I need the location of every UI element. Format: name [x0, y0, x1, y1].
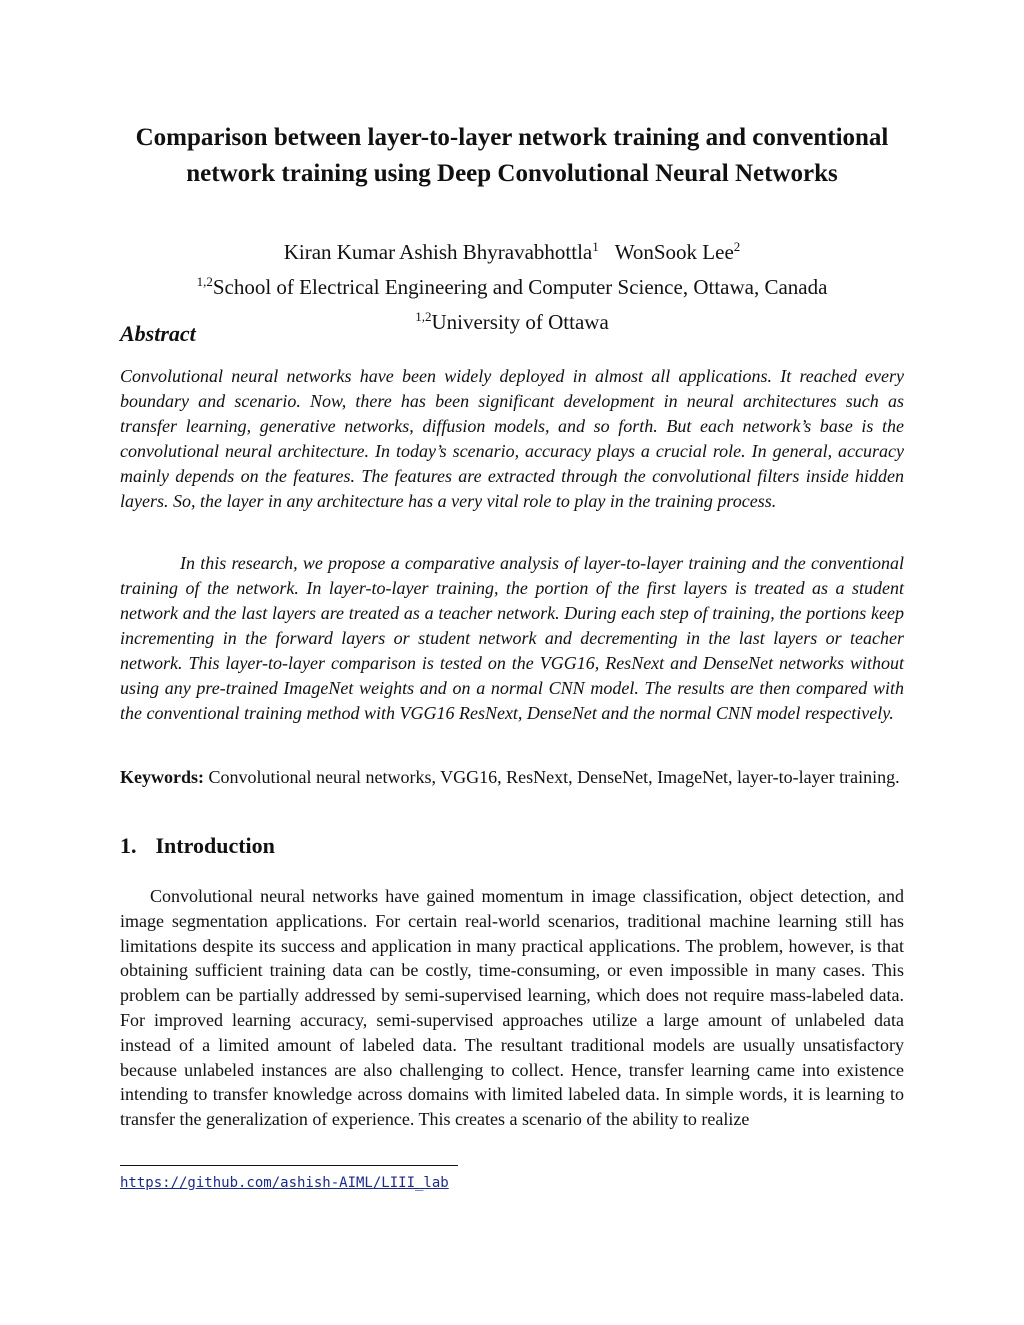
keywords-text: Convolutional neural networks, VGG16, ResNext, DenseNet, ImageNet, layer-to-layer training.	[208, 767, 900, 787]
author-line	[100, 232, 924, 267]
footnote-link[interactable]: https://github.com/ashish-AIML/LIII_lab	[120, 1175, 449, 1191]
paper-title: Comparison between layer-to-layer network training and conventional network training using Deep Convolutional Neural Networks	[135, 124, 889, 187]
keywords	[120, 765, 904, 790]
author-superscript: 1	[592, 239, 599, 254]
author-name: WonSook Lee	[614, 240, 734, 264]
affiliation-superscript: 1,2	[196, 274, 213, 289]
abstract-paragraph-2: In this research, we propose a comparative analysis of layer-to-layer training and the conventional training of the network. In layer-to-layer training, the portion of the first layers is treated as a student network and the last layers are treated as a teacher network. During each step of training, the portions keep incrementing in the forward layers or student network and decrementing in the last layers or teacher network. This layer-to-layer comparison is tested on the VGG16, ResNext and DenseNet networks without using any pre-trained ImageNet weights and on a normal CNN model. The results are then compared with the conventional training method with VGG16 ResNext, DenseNet and the normal CNN model respectively.	[120, 553, 904, 723]
section-heading	[120, 833, 275, 859]
author-name: Kiran Kumar Ashish Bhyravabhottla	[283, 240, 593, 264]
keywords-label: Keywords:	[120, 767, 204, 787]
introduction-paragraph: Convolutional neural networks have gained momentum in image classification, object detection, and image segmentation applications. For certain real-world scenarios, traditional machine learning still has limitations despite its success and application in many practical applications. The problem, however, is that obtaining sufficient training data can be costly, time-consuming, or even impossible in many cases. This problem can be partially addressed by semi-supervised learning, which does not require mass-labeled data. For improved learning accuracy, semi-supervised approaches utilize a large amount of unlabeled data instead of a limited amount of labeled data. The resultant traditional models are usually unsatisfactory because unlabeled instances are also challenging to collect. Hence, transfer learning came into existence intending to transfer knowledge across domains with limited labeled data. In simple words, it is learning to transfer the generalization of experience. This creates a scenario of the ability to realize	[120, 886, 904, 1130]
abstract-paragraph-1: Convolutional neural networks have been widely deployed in almost all applications. It reached every boundary and scenario. Now, there has been significant development in neural architectures such as transfer learning, generative networks, diffusion models, and so forth. But each network’s base is the convolutional neural architecture. In today’s scenario, accuracy plays a crucial role. In general, accuracy mainly depends on the features. The features are extracted through the convolutional filters inside hidden layers. So, the layer in any architecture has a very vital role to play in the training process.	[120, 366, 904, 511]
author-block	[100, 232, 924, 337]
affiliation-superscript: 1,2	[415, 309, 432, 324]
author-superscript: 2	[733, 239, 741, 254]
affiliation-line	[100, 302, 924, 337]
affiliation-school: School of Electrical Engineering and Computer Science, Ottawa, Canada	[212, 275, 828, 299]
footnote-divider	[120, 1165, 458, 1166]
affiliation-university: University of Ottawa	[431, 310, 609, 334]
abstract-heading: Abstract	[120, 321, 196, 346]
section-number: 1.	[120, 833, 137, 858]
affiliation-line	[100, 267, 924, 302]
section-title: Introduction	[155, 833, 275, 858]
